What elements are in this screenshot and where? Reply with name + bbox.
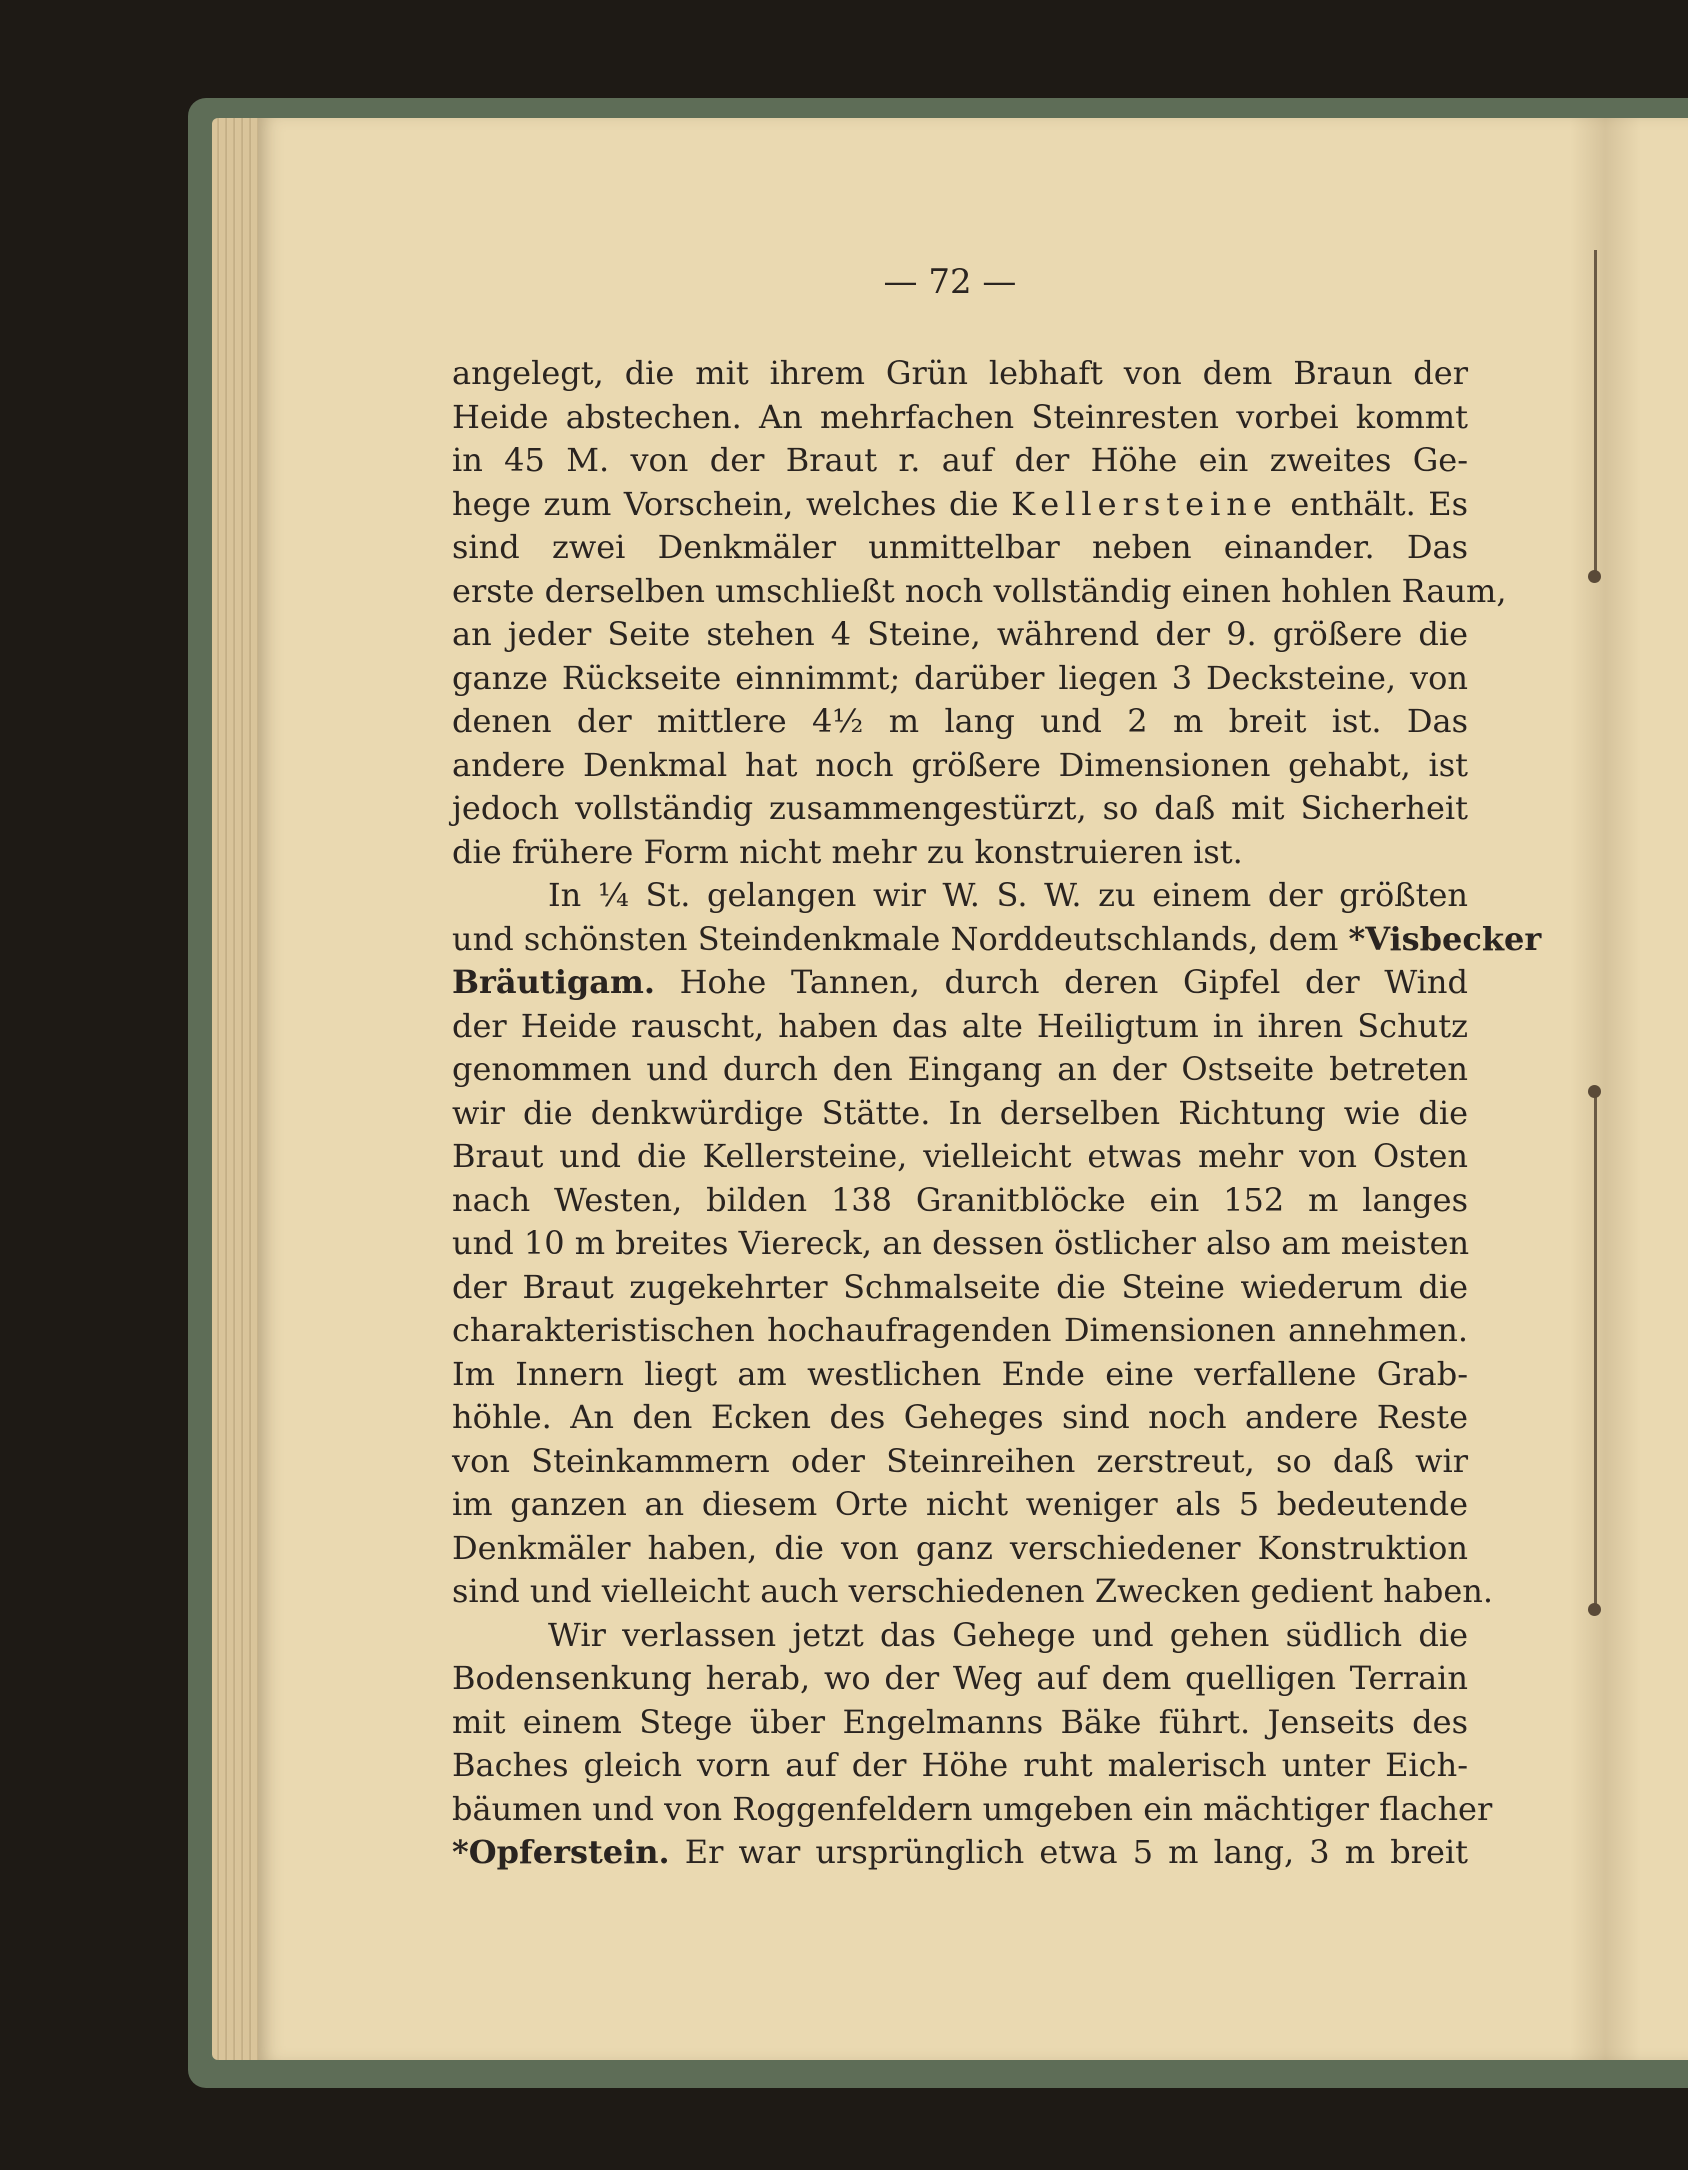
text-line: Heide abstechen. An mehrfachen Steinresten vorbei kommt [452,397,1468,436]
text-segment: hege zum Vorschein, welches die [452,484,999,523]
text-line: die frühere Form nicht mehr zu konstruieren ist. [452,832,1243,871]
text-line: wir die denkwürdige Stätte. In derselben Richtung wie die [452,1093,1468,1132]
emphasized-term: Kellersteine [1011,484,1278,523]
text-line [452,918,1542,962]
text-line: bäumen und von Roggenfeldern umgeben ein mächtiger flacher [452,1789,1493,1828]
text-line: denen der mittlere 4½ m lang und 2 m breit ist. Das [452,702,1468,740]
text-line: sind zwei Denkmäler unmittelbar neben einander. Das [452,528,1468,566]
text-line: nach Westen, bilden 138 Granitblöcke ein 152 m langes [452,1180,1468,1219]
text-line [452,961,1468,1005]
binding-knot [1588,570,1601,583]
text-line: angelegt, die mit ihrem Grün lebhaft von dem Braun der [452,354,1468,392]
text-line: Braut und die Kellersteine, vielleicht etwas mehr von Osten [452,1137,1468,1175]
binding-knot [1588,1603,1601,1616]
text-line: und 10 m breites Viereck, an dessen östlicher also am meisten [452,1224,1470,1262]
text-line: Baches gleich vorn auf der Höhe ruht malerisch unter Eich- [452,1746,1468,1784]
text-line: genommen und durch den Eingang an der Ostseite betreten [452,1050,1468,1088]
text-line: charakteristischen hochaufragenden Dimensionen annehmen. [452,1311,1468,1349]
text-line: der Heide rauscht, haben das alte Heiligtum in ihren Schutz [452,1006,1468,1045]
text-line: mit einem Stege über Engelmanns Bäke führt. Jenseits des [452,1702,1468,1741]
place-name-bold: *Opferstein. [452,1833,670,1871]
text-line: jedoch vollständig zusammengestürzt, so daß mit Sicherheit [452,789,1468,827]
binding-thread [1594,1090,1597,1610]
binding-thread [1594,250,1597,580]
place-name-bold: *Visbecker [1348,919,1542,958]
text-segment: Er war ursprünglich etwa 5 m lang, 3 m breit [684,1833,1469,1871]
text-line: im ganzen an diesem Orte nicht weniger als 5 bedeutende [452,1485,1468,1523]
text-line: von Steinkammern oder Steinreihen zerstreut, so daß wir [452,1441,1468,1480]
text-line: ganze Rückseite einnimmt; darüber liegen 3 Decksteine, von [452,658,1468,697]
text-line: höhle. An den Ecken des Geheges sind noch andere Reste [452,1398,1468,1436]
text-line: in 45 M. von der Braut r. auf der Höhe ein zweites Ge- [452,441,1468,479]
text-line: In ¼ St. gelangen wir W. S. W. zu einem der größten [548,876,1468,914]
text-line [452,1831,1468,1875]
text-line: andere Denkmal hat noch größere Dimensionen gehabt, ist [452,745,1468,784]
text-line [452,483,1468,527]
text-segment: Hohe Tannen, durch deren Gipfel der Wind [679,963,1468,1001]
text-line: der Braut zugekehrter Schmalseite die Steine wiederum die [452,1267,1468,1306]
text-segment: und schönsten Steindenkmale Norddeutschlands, dem [452,919,1339,958]
text-line: erste derselben umschließt noch vollständig einen hohlen Raum, [452,571,1507,610]
text-line: Bodensenkung herab, wo der Weg auf dem quelligen Terrain [452,1659,1468,1697]
page-number: — 72 — [883,262,1017,302]
text-line: Wir verlassen jetzt das Gehege und gehen südlich die [548,1615,1468,1654]
binding-knot [1588,1085,1601,1098]
text-line: Im Innern liegt am westlichen Ende eine verfallene Grab- [452,1354,1468,1393]
text-line: Denkmäler haben, die von ganz verschiedener Konstruktion [452,1528,1468,1567]
text-line: sind und vielleicht auch verschiedenen Zwecken gedient haben. [452,1572,1494,1610]
body-text [452,352,1542,1875]
text-segment: enthält. Es [1290,484,1469,523]
place-name-bold: Bräutigam. [452,963,655,1001]
text-line: an jeder Seite stehen 4 Steine, während der 9. größere die [452,615,1468,653]
